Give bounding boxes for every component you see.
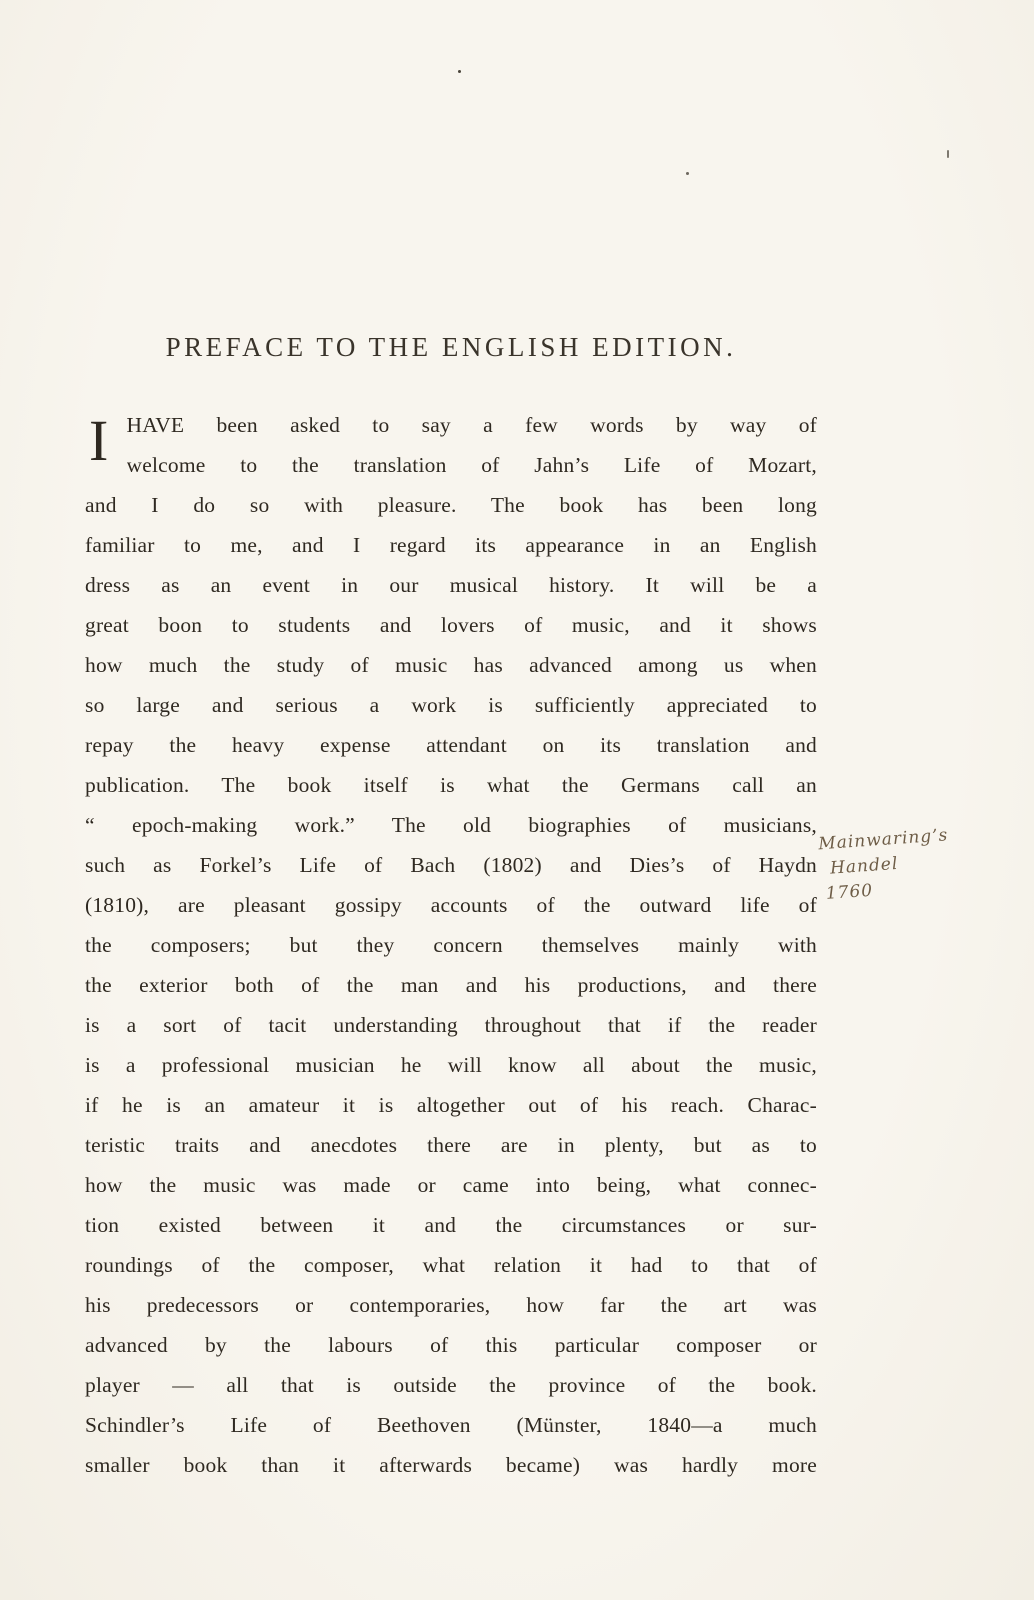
text-line: (1810), are pleasant gossipy accounts of the outward life of xyxy=(85,893,817,917)
margin-note-line: 1760 xyxy=(825,880,874,904)
text-line: familiar to me, and I regard its appearance in an English xyxy=(85,533,817,557)
text-line: is a sort of tacit understanding throughout that if the reader xyxy=(85,1013,817,1037)
body-lines xyxy=(85,405,817,1485)
margin-note-line: Mainwaring’s xyxy=(817,825,949,855)
text-line: his predecessors or contemporaries, how far the art was xyxy=(85,1293,817,1317)
page-title: PREFACE TO THE ENGLISH EDITION. xyxy=(165,332,737,362)
text-line: publication. The book itself is what the Germans call an xyxy=(85,773,817,797)
text-line: such as Forkel’s Life of Bach (1802) and Dies’s of Haydn xyxy=(85,853,817,877)
text-line: and I do so with pleasure. The book has been long xyxy=(85,493,817,517)
text-line: tion existed between it and the circumstances or sur- xyxy=(85,1213,817,1237)
text-line: teristic traits and anecdotes there are in plenty, but as to xyxy=(85,1133,817,1157)
text-line: if he is an amateur it is altogether out of his reach. Charac- xyxy=(85,1093,817,1117)
text-line: smaller book than it afterwards became) was hardly more xyxy=(85,1453,817,1477)
scan-speck xyxy=(947,150,949,158)
text-line: the exterior both of the man and his productions, and there xyxy=(85,973,817,997)
drop-cap-initial: I xyxy=(89,408,109,473)
text-line: is a professional musician he will know all about the music, xyxy=(85,1053,817,1077)
text-line: so large and serious a work is sufficiently appreciated to xyxy=(85,693,817,717)
text-line: player — all that is outside the province of the book. xyxy=(85,1373,817,1397)
scan-speck xyxy=(686,172,689,175)
text-block xyxy=(85,332,817,1485)
text-line: repay the heavy expense attendant on its translation and xyxy=(85,733,817,757)
text-line: advanced by the labours of this particular composer or xyxy=(85,1333,817,1357)
text-line: “ epoch-making work.” The old biographies of musicians, xyxy=(85,813,817,837)
text-line: roundings of the composer, what relation it had to that of xyxy=(85,1253,817,1277)
text-line: dress as an event in our musical history. It will be a xyxy=(85,573,817,597)
text-line: how the music was made or came into being, what connec- xyxy=(85,1173,817,1197)
text-line: how much the study of music has advanced among us when xyxy=(85,653,817,677)
text-line: welcome to the translation of Jahn’s Life of Mozart, xyxy=(126,453,817,477)
margin-note-line: Handel xyxy=(829,853,899,879)
text-line: Schindler’s Life of Beethoven (Münster, 1840—a much xyxy=(85,1413,817,1437)
text-line: great boon to students and lovers of music, and it shows xyxy=(85,613,817,637)
scan-speck xyxy=(458,70,461,73)
text-line: the composers; but they concern themselves mainly with xyxy=(85,933,817,957)
handwritten-margin-note xyxy=(818,820,1003,907)
text-line: HAVE been asked to say a few words by way of xyxy=(126,413,817,437)
